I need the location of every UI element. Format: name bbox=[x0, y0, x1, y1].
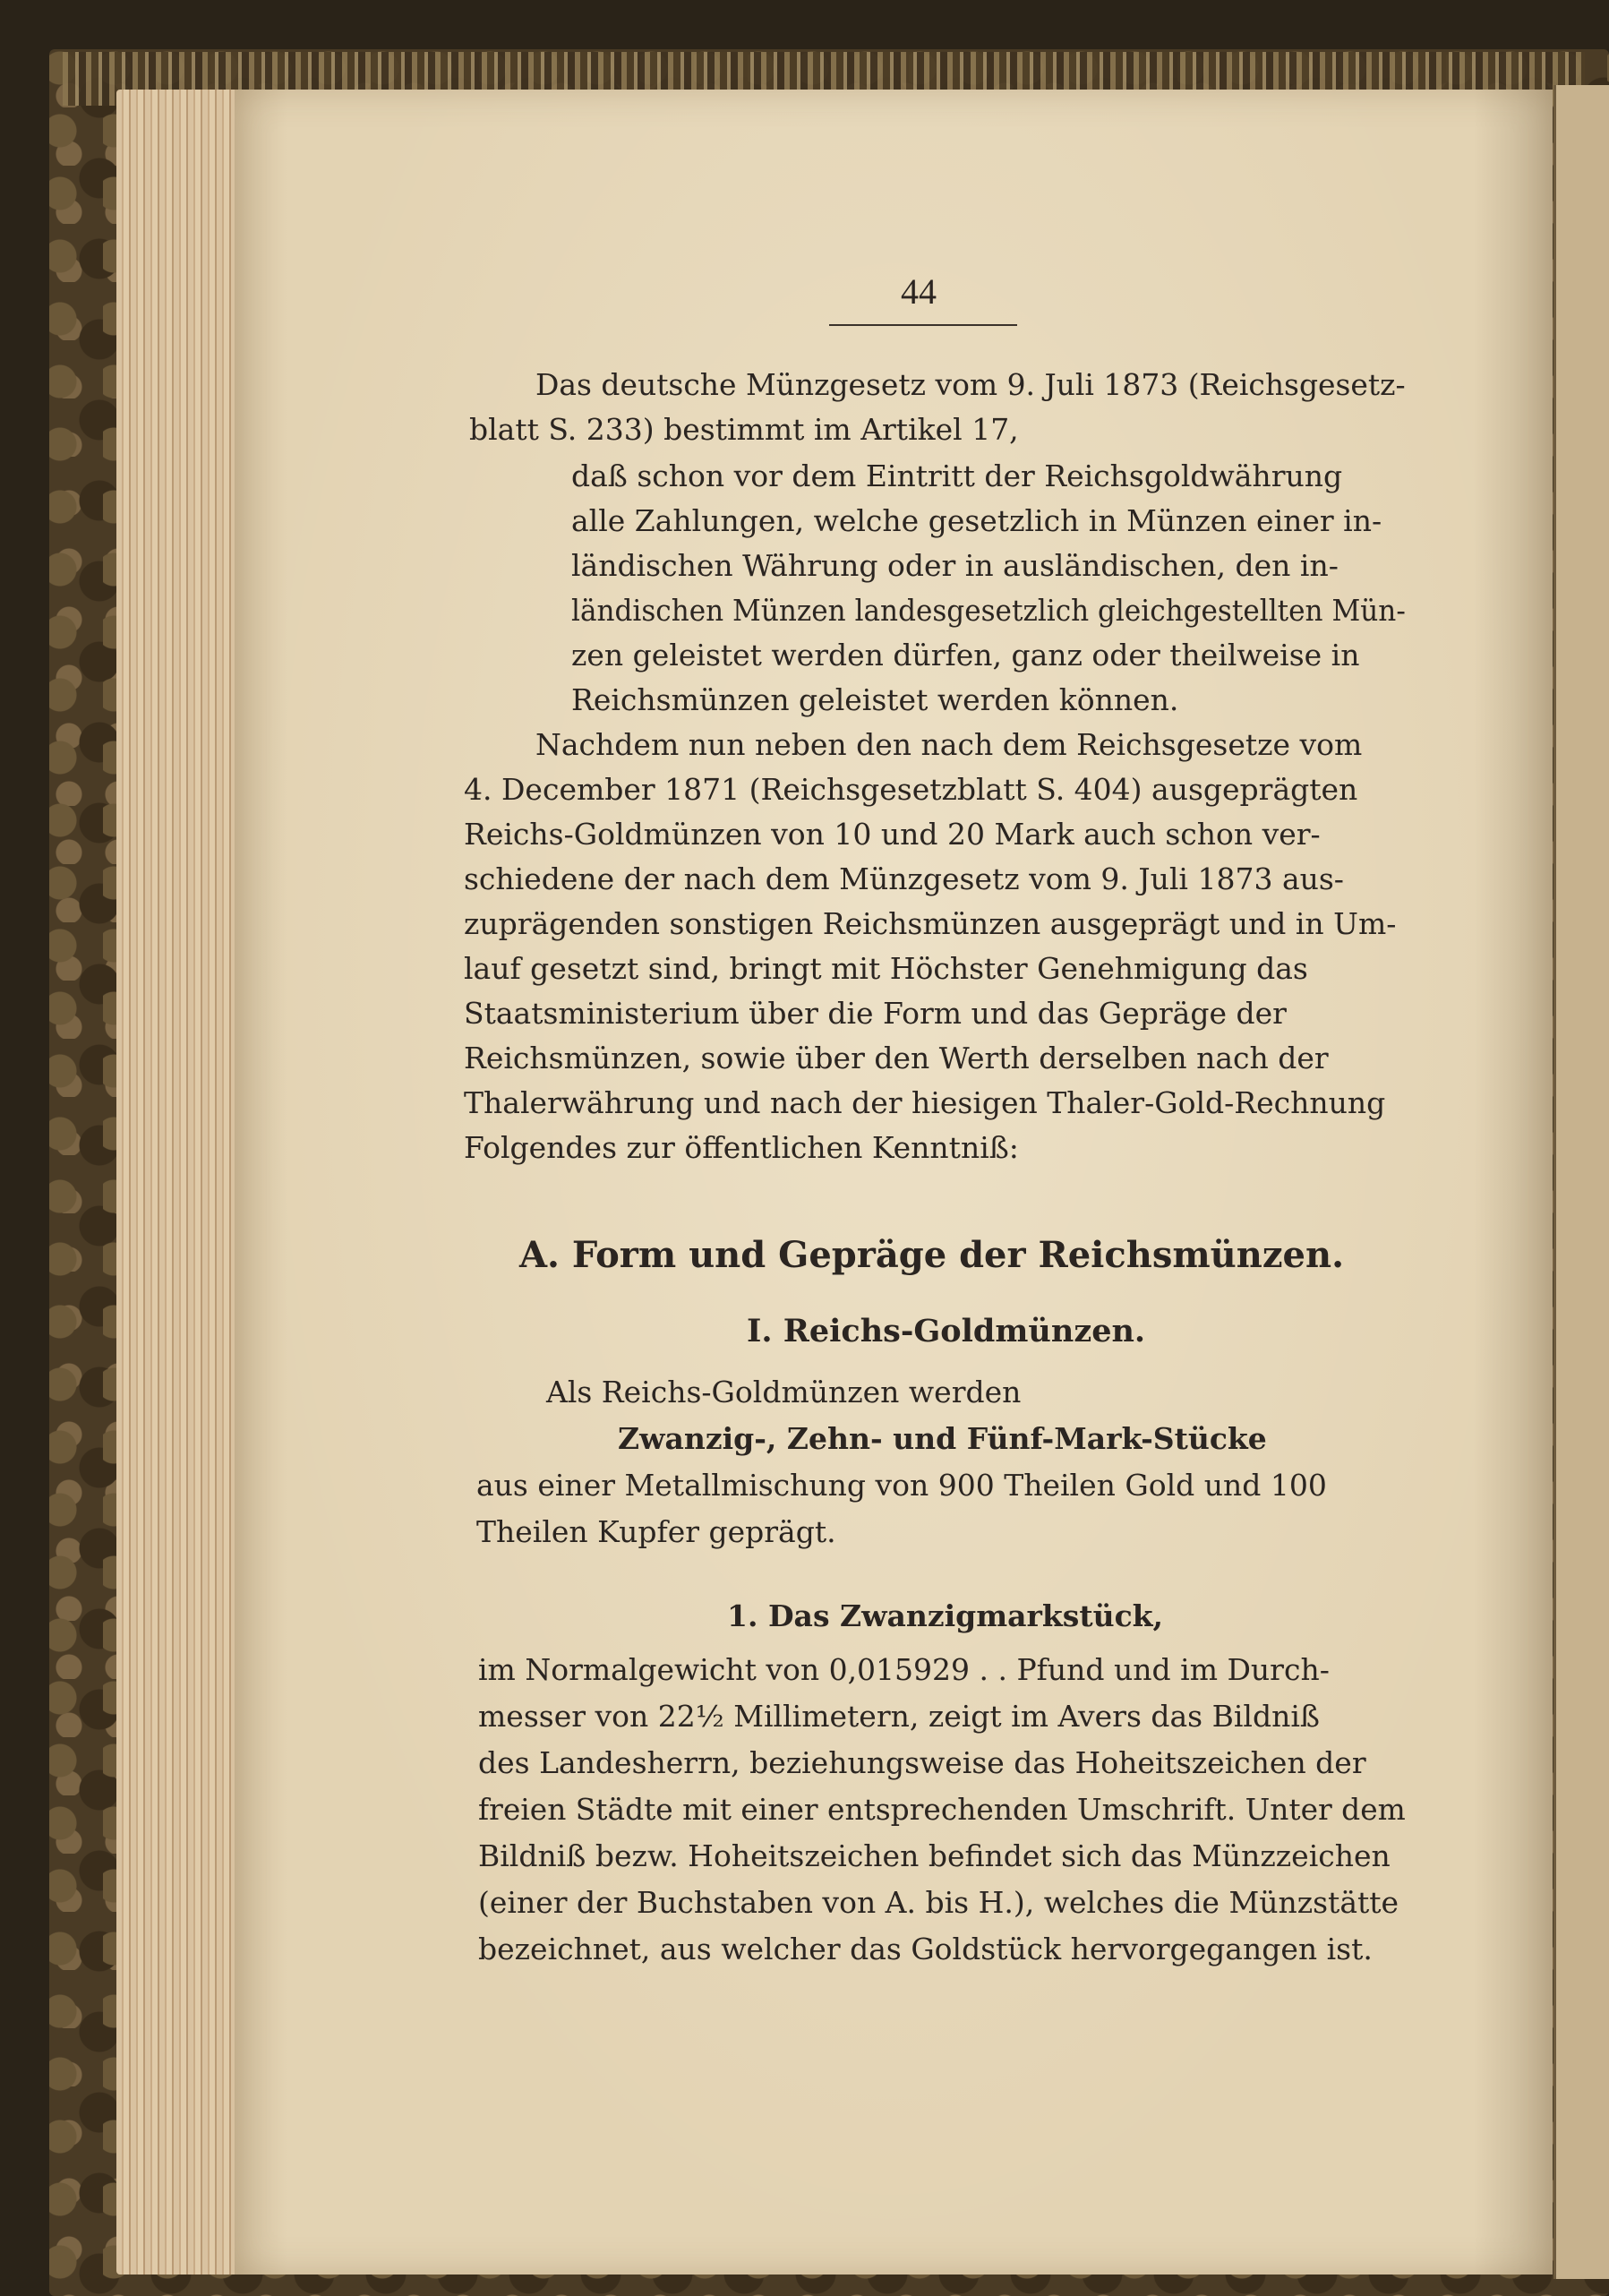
paragraph-2-line: Nachdem nun neben den nach dem Reichsgesetze vom bbox=[535, 727, 1363, 762]
paragraph-2-line: Thalerwährung und nach der hiesigen Thaler-Gold-Rechnung bbox=[464, 1085, 1386, 1120]
paragraph-2-line: zuprägenden sonstigen Reichsmünzen ausgeprägt und in Um- bbox=[464, 906, 1397, 941]
paragraph-4-line: messer von 22½ Millimetern, zeigt im Avers das Bildniß bbox=[478, 1699, 1320, 1734]
subsection-heading: I. Reichs-Goldmünzen. bbox=[747, 1313, 1146, 1349]
quote-line: Reichsmünzen geleistet werden können. bbox=[571, 682, 1179, 717]
paragraph-3-line: aus einer Metallmischung von 900 Theilen Gold und 100 bbox=[476, 1468, 1327, 1503]
paragraph-3-lead: Als Reichs-Goldmünzen werden bbox=[546, 1375, 1022, 1409]
paragraph-4-line: freien Städte mit einer entsprechenden Umschrift. Unter dem bbox=[478, 1792, 1406, 1827]
paragraph-4-line: (einer der Buchstaben von A. bis H.), welches die Münzstätte bbox=[478, 1885, 1399, 1920]
section-heading: A. Form und Gepräge der Reichsmünzen. bbox=[519, 1234, 1344, 1276]
paragraph-2-line: Folgendes zur öffentlichen Kenntniß: bbox=[464, 1130, 1019, 1165]
paragraph-2-line: Reichsmünzen, sowie über den Werth derselben nach der bbox=[464, 1041, 1329, 1075]
paragraph-4-line: Bildniß bezw. Hoheitszeichen befindet sich das Münzzeichen bbox=[478, 1838, 1391, 1873]
facing-page-edge bbox=[1553, 85, 1609, 2279]
paragraph-2-line: Reichs-Goldmünzen von 10 und 20 Mark auch schon ver- bbox=[464, 817, 1321, 852]
quote-line: ländischen Währung oder in ausländischen, den in- bbox=[571, 548, 1339, 583]
quote-line: alle Zahlungen, welche gesetzlich in Münzen einer in- bbox=[571, 503, 1382, 538]
quote-line: zen geleistet werden dürfen, ganz oder theilweise in bbox=[571, 638, 1360, 673]
coin-denominations: Zwanzig-, Zehn- und Fünf-Mark-Stücke bbox=[618, 1421, 1267, 1456]
paragraph-4-line: bezeichnet, aus welcher das Goldstück hervorgegangen ist. bbox=[478, 1932, 1373, 1966]
quote-line: daß schon vor dem Eintritt der Reichsgoldwährung bbox=[571, 458, 1343, 493]
paragraph-2-line: schiedene der nach dem Münzgesetz vom 9. Juli 1873 aus- bbox=[464, 861, 1344, 896]
paragraph-2-line: Staatsministerium über die Form und das Gepräge der bbox=[464, 996, 1287, 1031]
paragraph-2-line: 4. December 1871 (Reichsgesetzblatt S. 404) ausgeprägten bbox=[464, 772, 1358, 807]
stacked-page-edges bbox=[116, 90, 251, 2275]
paragraph-2-line: lauf gesetzt sind, bringt mit Höchster Genehmigung das bbox=[464, 951, 1308, 986]
paragraph-4-line: des Landesherrn, beziehungsweise das Hoheitszeichen der bbox=[478, 1745, 1366, 1780]
item-heading: 1. Das Zwanzigmarkstück, bbox=[727, 1598, 1164, 1633]
paragraph-1-line: blatt S. 233) bestimmt im Artikel 17, bbox=[469, 412, 1019, 447]
quote-line: ländischen Münzen landesgesetzlich gleichgestellten Mün- bbox=[571, 593, 1406, 628]
paragraph-3-line: Theilen Kupfer geprägt. bbox=[476, 1514, 836, 1549]
paragraph-4-line: im Normalgewicht von 0,015929 . . Pfund und im Durch- bbox=[478, 1652, 1330, 1687]
page-number: 44 bbox=[901, 271, 937, 312]
page-number-rule bbox=[829, 324, 1017, 326]
paragraph-1-line: Das deutsche Münzgesetz vom 9. Juli 1873 (Reichsgesetz- bbox=[535, 367, 1406, 402]
